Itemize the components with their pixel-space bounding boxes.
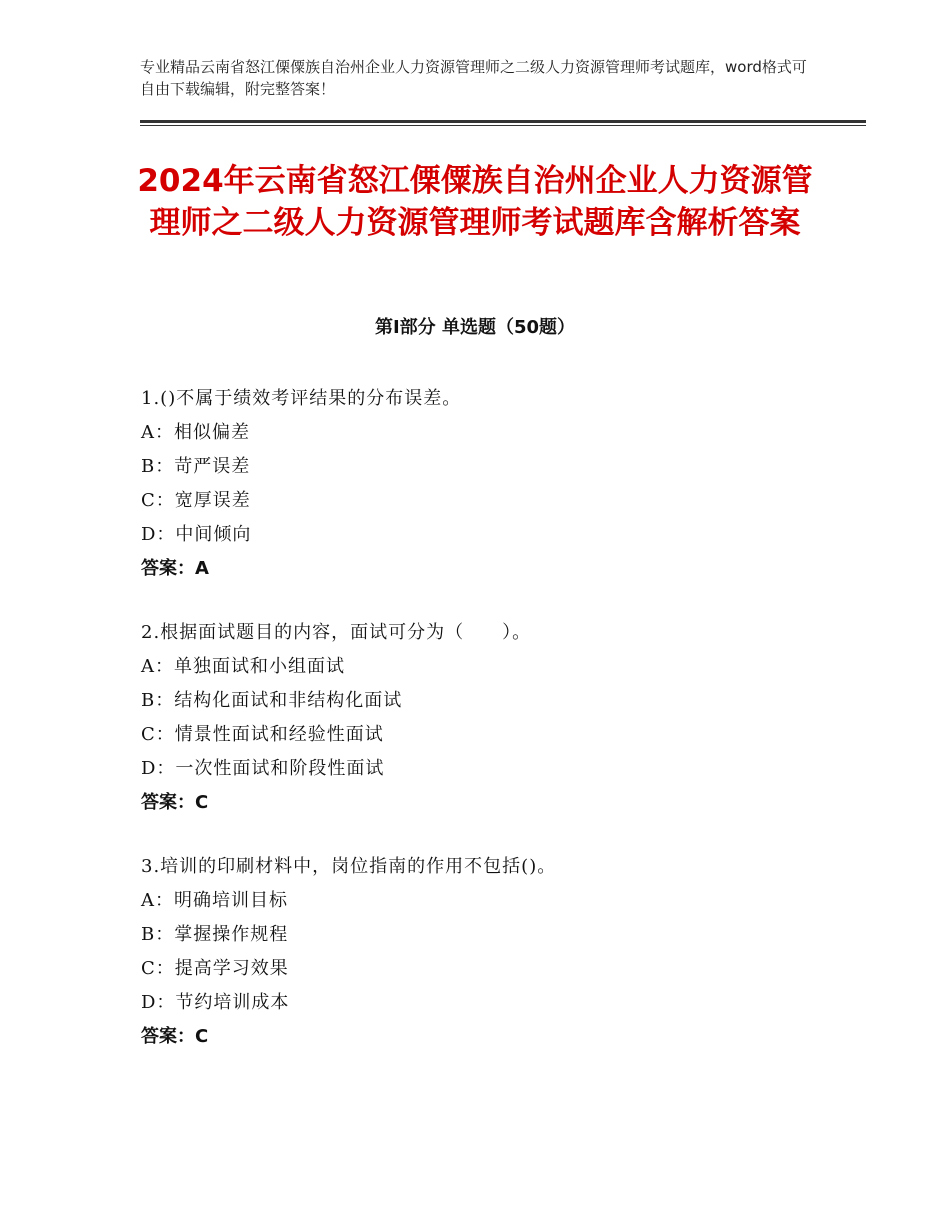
document-title: 2024年云南省怒江傈僳族自治州企业人力资源管理师之二级人力资源管理师考试题库含解析答案 (137, 163, 813, 241)
option-b: B：苛严误差 (141, 456, 251, 477)
question-text: 2.根据面试题目的内容，面试可分为（ ）。 (141, 622, 532, 643)
option-a: A：单独面试和小组面试 (141, 656, 345, 677)
answer-line: 答案：C (141, 792, 209, 813)
option-d: D：节约培训成本 (141, 992, 290, 1013)
option-d: D：一次性面试和阶段性面试 (141, 758, 385, 779)
option-a: A：相似偏差 (141, 422, 250, 443)
question-2 (141, 616, 841, 820)
option-a: A：明确培训目标 (141, 890, 288, 911)
header-divider-thin (140, 125, 866, 126)
option-d: D：中间倾向 (141, 524, 252, 545)
option-b: B：掌握操作规程 (141, 924, 289, 945)
header-divider (140, 120, 866, 128)
option-b: B：结构化面试和非结构化面试 (141, 690, 403, 711)
answer-line: 答案：C (141, 1026, 209, 1047)
section-title: 第Ⅰ部分 单选题（50题） (374, 317, 575, 338)
answer-line: 答案：A (141, 558, 209, 579)
question-1 (141, 382, 841, 586)
question-text: 1.()不属于绩效考评结果的分布误差。 (141, 388, 462, 409)
option-c: C：提高学习效果 (141, 958, 289, 979)
question-3 (141, 850, 841, 1054)
header-note: 专业精品云南省怒江傈僳族自治州企业人力资源管理师之二级人力资源管理师考试题库，word格式可自由下载编辑，附完整答案！ (140, 58, 807, 98)
question-list (141, 382, 841, 1084)
option-c: C：情景性面试和经验性面试 (141, 724, 384, 745)
header-divider-thick (140, 120, 866, 123)
option-c: C：宽厚误差 (141, 490, 251, 511)
question-text: 3.培训的印刷材料中，岗位指南的作用不包括()。 (141, 856, 557, 877)
